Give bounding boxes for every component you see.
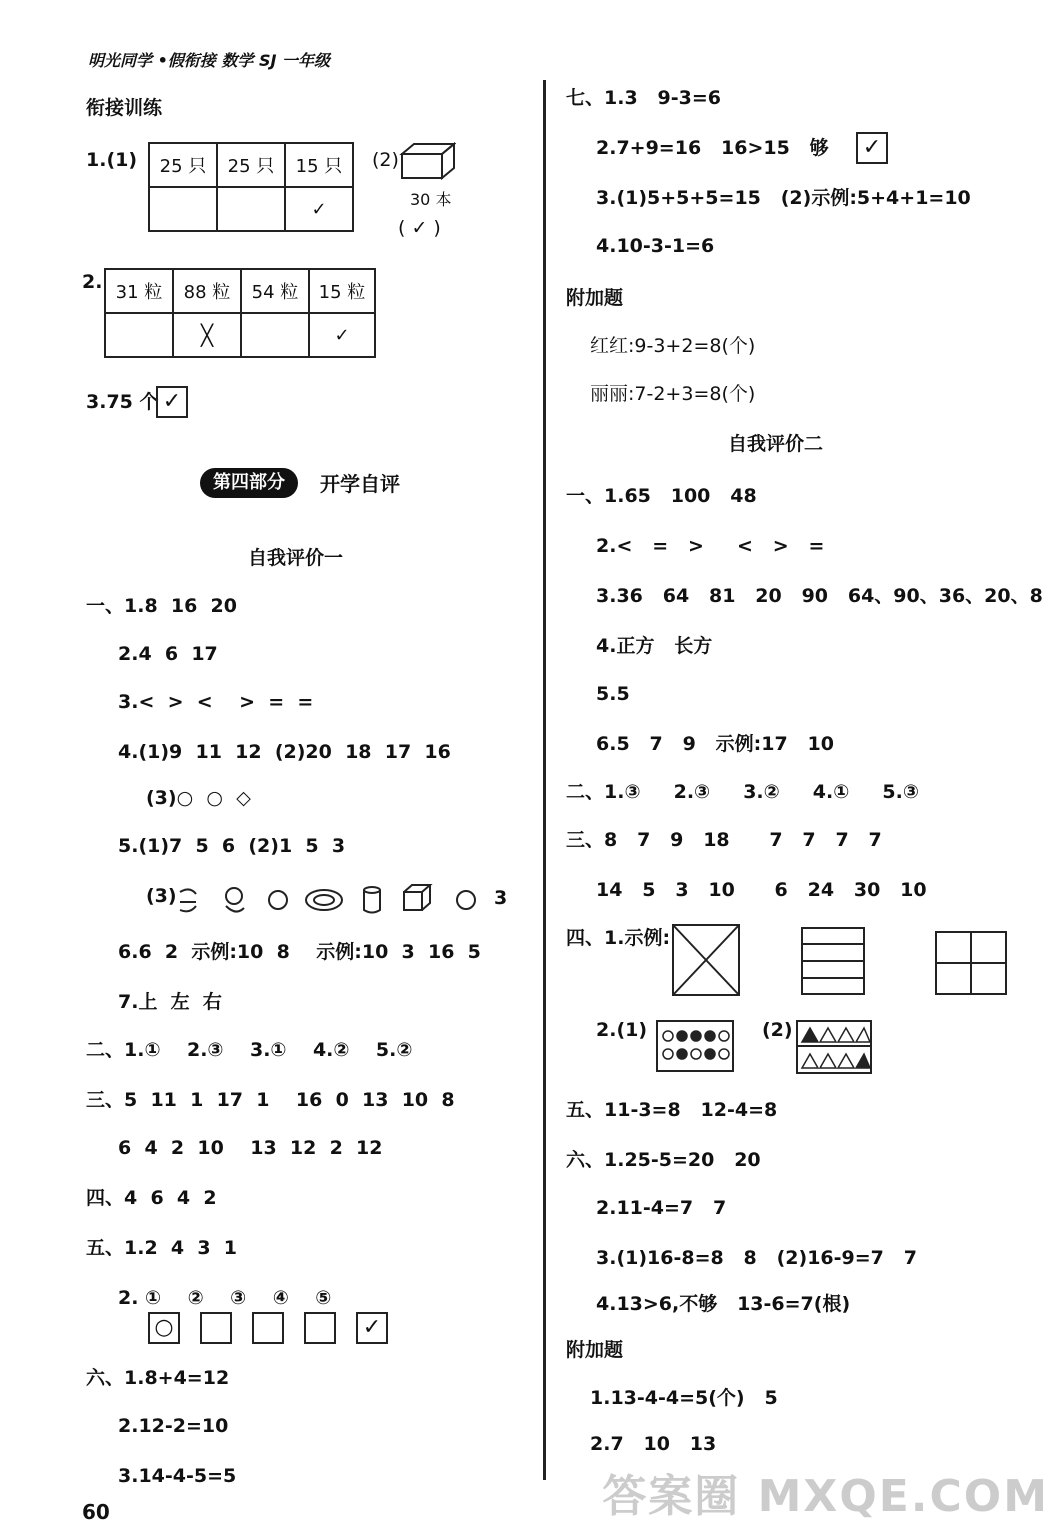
q5-box-1: ○ <box>148 1312 180 1344</box>
eval1-line: 2.4 6 17 <box>118 643 218 665</box>
enough-check-box: ✓ <box>856 132 888 164</box>
eval1-line: (3) <box>146 885 177 907</box>
right-line: 2.7+9=16 16>15 够 <box>596 137 829 159</box>
eval2-line: 3.(1)16-8=8 8 (2)16-9=7 7 <box>596 1247 917 1269</box>
eval2-line: 14 5 3 10 6 24 30 10 <box>596 879 927 901</box>
eval1-line: 六、1.8+4=12 <box>86 1367 230 1389</box>
q2-check: ✓ <box>309 313 375 357</box>
page-number: 60 <box>82 1500 110 1524</box>
eval1-line: 2. ① ② ③ ④ ⑤ <box>118 1287 332 1309</box>
rect-quartered-icon <box>936 932 1006 994</box>
eval1-line: 6.6 2 示例:10 8 示例:10 3 16 5 <box>118 941 481 963</box>
square-crossed-icon <box>673 925 739 995</box>
q5-box-4 <box>304 1312 336 1344</box>
q1-table <box>148 142 354 232</box>
eval2-line: 四、1.示例: <box>566 927 671 949</box>
right-line: 3.(1)5+5+5=15 (2)示例:5+4+1=10 <box>596 187 971 209</box>
eval1-line: 2.12-2=10 <box>118 1415 229 1437</box>
q1-check: ✓ <box>285 187 353 231</box>
eval1-line: 3.< > < > = = <box>118 691 314 713</box>
part-title: 开学自评 <box>320 472 400 496</box>
q2-table <box>104 268 376 358</box>
box-icon <box>398 140 456 180</box>
shape-icon-2 <box>226 888 244 912</box>
eval1-line: 三、5 11 1 17 1 16 0 13 10 8 <box>86 1089 455 1111</box>
extra1-title: 附加题 <box>566 287 624 309</box>
q1-label: 1.(1) <box>86 149 138 171</box>
eval1-line: 3 <box>494 887 508 909</box>
eval2-line: 2.(1) <box>596 1019 648 1041</box>
eval1-line: 6 4 2 10 13 12 2 12 <box>118 1137 383 1159</box>
eval2-line: 三、8 7 9 18 7 7 7 7 <box>566 829 882 851</box>
circle-icon <box>269 891 287 909</box>
eval2-line: 二、1.③ 2.③ 3.② 4.① 5.③ <box>566 781 919 803</box>
eval1-line: 3.14-4-5=5 <box>118 1465 237 1487</box>
eval1-line: 二、1.① 2.③ 3.① 4.② 5.② <box>86 1039 413 1061</box>
right-line: 4.10-3-1=6 <box>596 235 715 257</box>
q2-cell-4: 15 粒 <box>309 269 375 313</box>
eval1-line: 7.上 左 右 <box>118 991 222 1013</box>
eval2-line: 五、11-3=8 12-4=8 <box>566 1099 778 1121</box>
eval1-line: 四、4 6 4 2 <box>86 1187 217 1209</box>
eval1-line: 一、1.8 16 20 <box>86 595 237 617</box>
eval2-line: 6.5 7 9 示例:17 10 <box>596 733 834 755</box>
eval2-line: 一、1.65 100 48 <box>566 485 757 507</box>
q3-text: 3.75 个 <box>86 391 159 413</box>
q1-2-answer: ( ✓ ) <box>398 217 441 239</box>
disc-icon <box>306 890 342 910</box>
eval2-line: 六、1.25-5=20 20 <box>566 1149 761 1171</box>
watermark-logo: 答案圈 MXQE.COM <box>602 1471 1049 1522</box>
extra1-line: 红红:9-3+2=8(个) <box>590 335 756 357</box>
q1-cell-2: 25 只 <box>217 143 285 187</box>
eval1-line: 5.(1)7 5 6 (2)1 5 3 <box>118 835 346 857</box>
eval2-title: 自我评价二 <box>728 433 824 455</box>
q5-box-5: ✓ <box>356 1312 388 1344</box>
divided-shapes <box>672 924 1012 1000</box>
q1-2-label: (2) <box>372 149 399 171</box>
extra2-line: 2.7 10 13 <box>590 1433 717 1455</box>
eval2-line: (2) <box>762 1019 793 1041</box>
eval2-line: 2.< = > < > = <box>596 535 825 557</box>
q5-box-3 <box>252 1312 284 1344</box>
eval2-line: 2.11-4=7 7 <box>596 1197 727 1219</box>
circle-icon <box>457 891 475 909</box>
eval1-title: 自我评价一 <box>248 547 344 569</box>
extra2-line: 1.13-4-4=5(个) 5 <box>590 1387 778 1409</box>
q2-label: 2. <box>82 271 103 293</box>
solid-shapes-row <box>176 882 476 916</box>
eval1-line: (3)○ ○ ◇ <box>146 787 251 809</box>
eval2-line: 3.36 64 81 20 90 64、90、36、20、8 <box>596 585 1043 607</box>
q1-2-caption: 30 本 <box>410 190 452 209</box>
part-badge: 第四部分 <box>200 468 298 498</box>
right-line: 七、1.3 9-3=6 <box>566 87 721 109</box>
header-text: 明光同学 •假衔接 数学 SJ 一年级 <box>88 51 330 70</box>
cube-icon <box>404 885 430 910</box>
section-title: 衔接训练 <box>86 97 163 119</box>
eval2-line: 4.正方 长方 <box>596 635 713 657</box>
q2-cross: ╳ <box>173 313 241 357</box>
extra1-line: 丽丽:7-2+3=8(个) <box>590 383 756 405</box>
rect-striped-icon <box>802 928 864 994</box>
q2-cell-1: 31 粒 <box>105 269 173 313</box>
extra2-title: 附加题 <box>566 1339 624 1361</box>
q2-cell-2: 88 粒 <box>173 269 241 313</box>
column-divider <box>543 80 546 1480</box>
q3-check-box: ✓ <box>156 386 188 418</box>
shape-icon-1 <box>180 889 196 911</box>
q1-cell-1: 25 只 <box>149 143 217 187</box>
q5-box-2 <box>200 1312 232 1344</box>
eval2-line: 5.5 <box>596 683 630 705</box>
q2-cell-3: 54 粒 <box>241 269 309 313</box>
triangles-figure <box>796 1020 872 1074</box>
cylinder-icon <box>364 887 380 913</box>
eval1-line: 4.(1)9 11 12 (2)20 18 17 16 <box>118 741 451 763</box>
q1-cell-3: 15 只 <box>285 143 353 187</box>
eval2-line: 4.13>6,不够 13-6=7(根) <box>596 1293 851 1315</box>
eval1-line: 五、1.2 4 3 1 <box>86 1237 238 1259</box>
dots-figure <box>656 1020 734 1072</box>
